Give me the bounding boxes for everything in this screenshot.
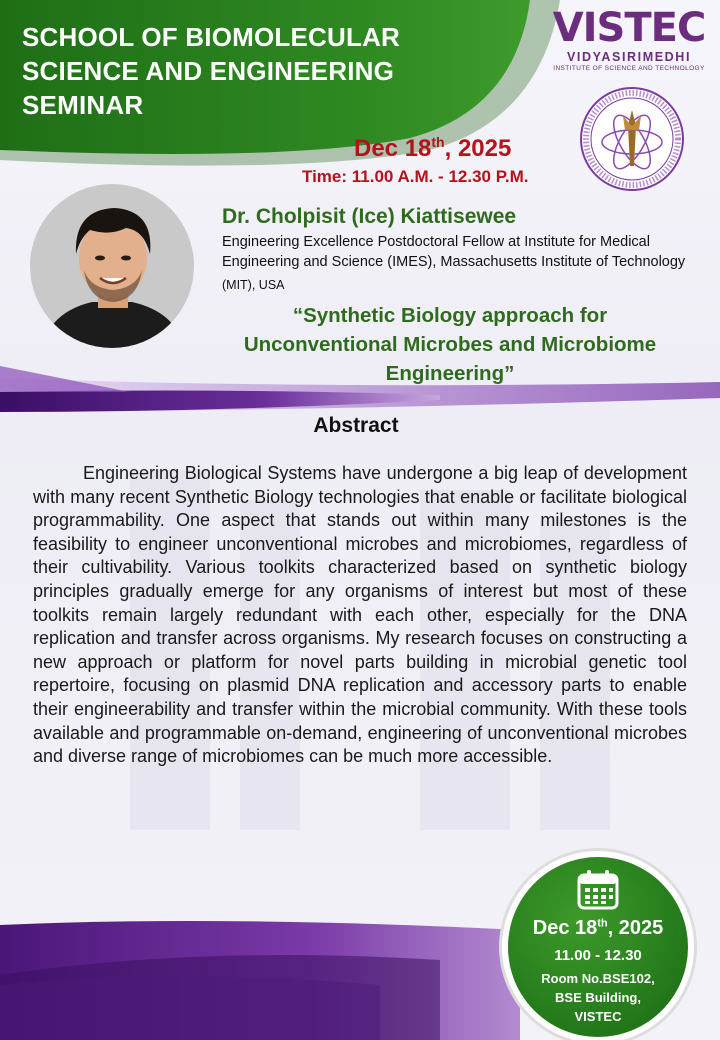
speaker-country: (MIT), USA	[222, 278, 285, 292]
speaker-name: Dr. Cholpisit (Ice) Kiattisewee	[222, 205, 517, 228]
vistec-logo	[548, 5, 710, 72]
logo-tagline: INSTITUTE OF SCIENCE AND TECHNOLOGY	[553, 65, 705, 72]
badge-room-line1: Room No.BSE102,	[541, 971, 655, 986]
badge-date-suffix: , 2025	[607, 917, 664, 939]
talk-title-line2: Unconventional Microbes and Microbiome	[243, 333, 657, 356]
event-date-suffix: , 2025	[444, 135, 512, 162]
event-date	[354, 134, 511, 163]
badge-date-prefix: Dec 18	[532, 917, 598, 939]
badge-date	[508, 917, 688, 940]
event-time: Time: 11.00 A.M. - 12.30 P.M.	[302, 167, 529, 186]
seminar-title-line1: SCHOOL OF BIOMOLECULAR	[22, 22, 401, 52]
logo-subtitle: VIDYASIRIMEDHI	[566, 50, 692, 64]
seminar-title-line2: SCIENCE AND ENGINEERING	[22, 56, 395, 86]
speaker-photo	[30, 184, 194, 348]
talk-title	[200, 301, 700, 388]
abstract-heading: Abstract	[313, 414, 399, 437]
abstract-body: Engineering Biological Systems have undergone a big leap of development with many recent Synthetic Biology technologies that enable or facilitate biological programmability. One aspect that stands out within many milestones is the feasibility to engineer unconventional microbes and microbiomes, regardless of their cultivability. Various toolkits characterized based on synthetic biology principles gradually emerge for any organisms of interest but most of these toolkits remain largely redundant with each other, especially for the DNA replication and transfer across organisms. My research focuses on constructing a new approach or platform for novel parts building in microbial genetic tool repertoire, focusing on plasmid DNA replication and accessory parts to enable their engineerability and transfer within the microbial community. With these tools available and programmable on-demand, engineering of unconventional microbes and diverse range of microbiomes can be much more accessible.	[33, 463, 687, 767]
seminar-title	[22, 20, 442, 122]
talk-title-line1: “Synthetic Biology approach for	[292, 304, 608, 327]
seal-emblem-icon	[579, 86, 685, 192]
logo-wordmark: VISTEC	[552, 5, 706, 51]
speaker-affiliation: Engineering Excellence Postdoctoral Fellow at Institute for Medical Engineering and Science (IMES), Massachusetts Institute of Technology	[222, 234, 686, 270]
badge-time: 11.00 - 12.30	[554, 947, 642, 964]
badge-room	[508, 969, 688, 1026]
talk-title-line3: Engineering”	[385, 362, 515, 385]
badge-room-line3: VISTEC	[574, 1009, 622, 1024]
badge-room-line2: BSE Building,	[555, 990, 641, 1005]
event-date-sup: th	[431, 134, 445, 150]
calendar-icon	[576, 869, 620, 911]
seminar-title-line3: SEMINAR	[22, 90, 144, 120]
badge-date-sup: th	[597, 917, 608, 930]
event-badge	[508, 857, 688, 1037]
event-date-prefix: Dec 18	[354, 135, 432, 162]
